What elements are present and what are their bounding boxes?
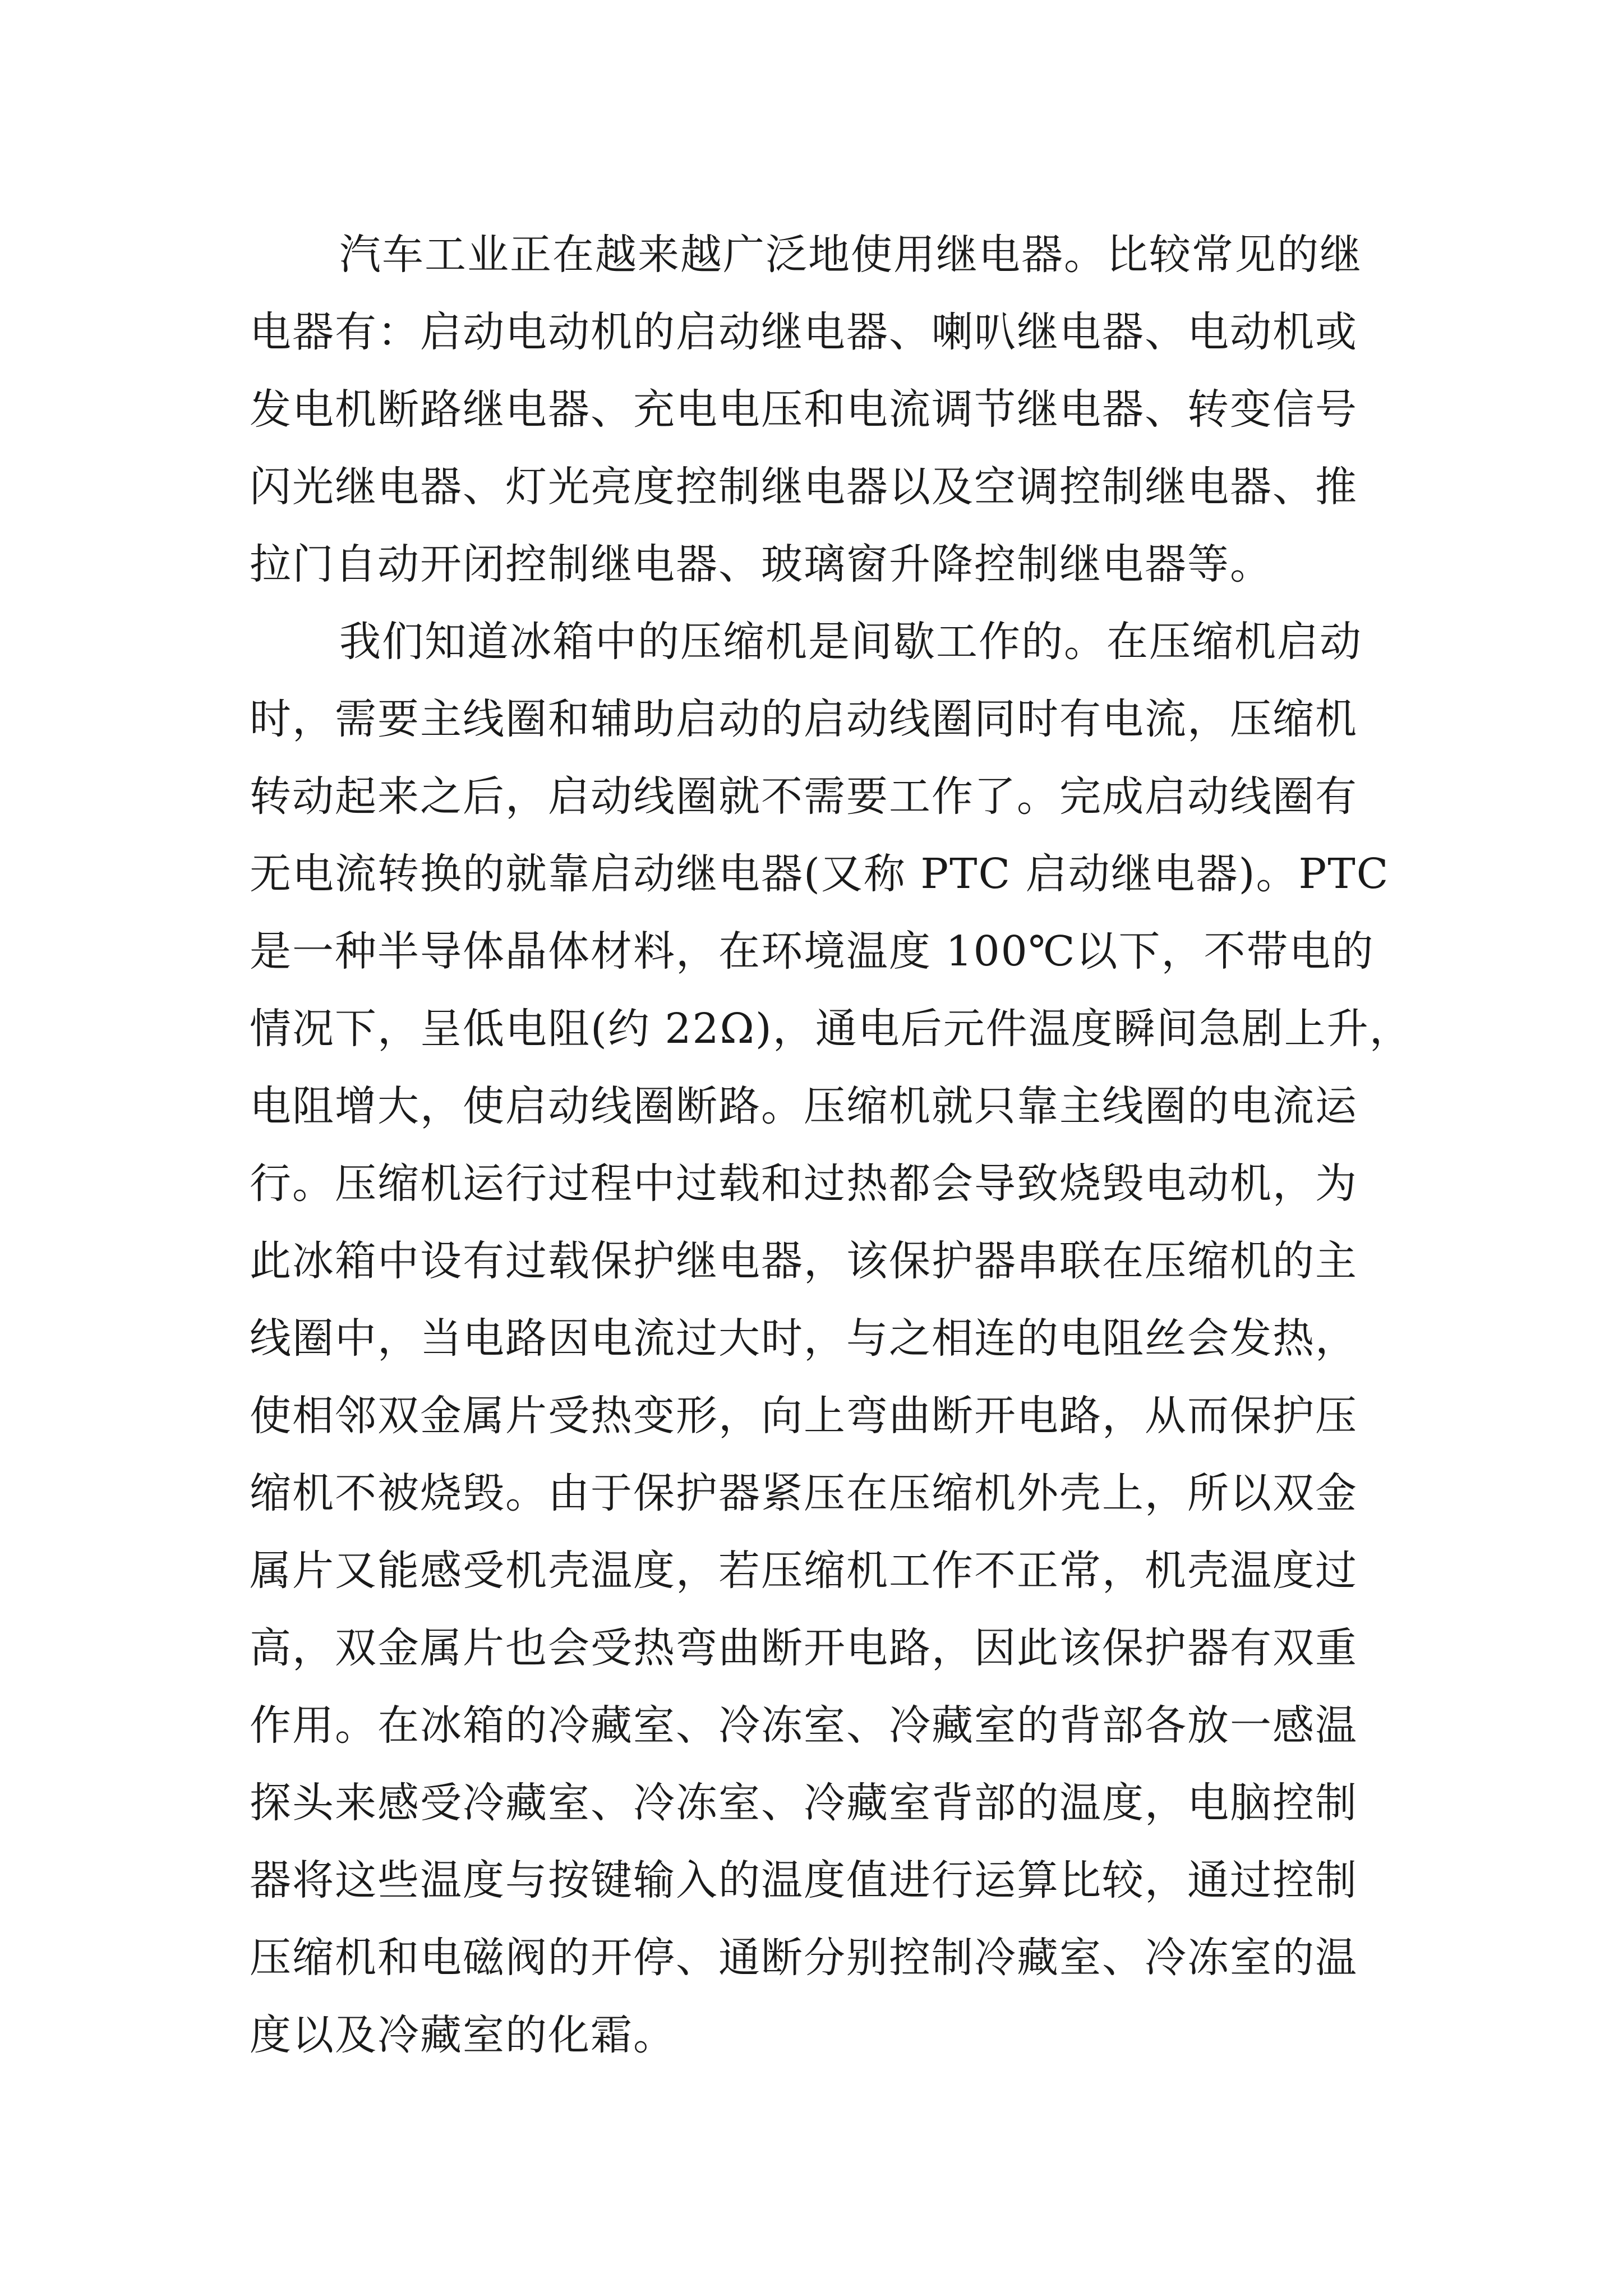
text-line: 属片又能感受机壳温度，若压缩机工作不正常，机壳温度过 bbox=[250, 1547, 1358, 1595]
text-line: 情况下，呈低电阻(约 22Ω)，通电后元件温度瞬间急剧上升， bbox=[250, 1005, 1412, 1053]
text-line: 压缩机和电磁阀的开停、通断分别控制冷藏室、冷冻室的温 bbox=[250, 1934, 1358, 1982]
text-line: 电器有：启动电动机的启动继电器、喇叭继电器、电动机或 bbox=[250, 308, 1358, 356]
text-line: 转动起来之后，启动线圈就不需要工作了。完成启动线圈有 bbox=[250, 772, 1358, 821]
text-line: 拉门自动开闭控制继电器、玻璃窗升降控制继电器等。 bbox=[250, 540, 1272, 588]
text-line: 度以及冷藏室的化霜。 bbox=[250, 2011, 676, 2059]
text-line: 发电机断路继电器、充电电压和电流调节继电器、转变信号 bbox=[250, 385, 1358, 434]
text-line: 高，双金属片也会受热弯曲断开电路，因此该保护器有双重 bbox=[250, 1624, 1358, 1672]
text-line: 探头来感受冷藏室、冷冻室、冷藏室背部的温度，电脑控制 bbox=[250, 1779, 1358, 1827]
paragraph-refrigerator-compressor bbox=[250, 603, 1412, 2074]
document-page bbox=[250, 216, 1412, 2074]
text-line: 电阻增大，使启动线圈断路。压缩机就只靠主线圈的电流运 bbox=[250, 1082, 1358, 1130]
text-line: 器将这些温度与按键输入的温度值进行运算比较，通过控制 bbox=[250, 1856, 1358, 1904]
text-line: 我们知道冰箱中的压缩机是间歇工作的。在压缩机启动 bbox=[339, 618, 1362, 666]
text-line: 汽车工业正在越来越广泛地使用继电器。比较常见的继 bbox=[339, 231, 1362, 279]
text-line: 行。压缩机运行过程中过载和过热都会导致烧毁电动机，为 bbox=[250, 1159, 1358, 1208]
paragraph-relays-automotive bbox=[250, 216, 1399, 603]
text-line: 闪光继电器、灯光亮度控制继电器以及空调控制继电器、推 bbox=[250, 463, 1358, 511]
text-line: 是一种半导体晶体材料，在环境温度 100℃以下，不带电的 bbox=[250, 927, 1375, 976]
text-line: 使相邻双金属片受热变形，向上弯曲断开电路，从而保护压 bbox=[250, 1392, 1358, 1440]
text-line: 此冰箱中设有过载保护继电器，该保护器串联在压缩机的主 bbox=[250, 1237, 1358, 1285]
text-line: 缩机不被烧毁。由于保护器紧压在压缩机外壳上，所以双金 bbox=[250, 1469, 1358, 1517]
text-line: 时，需要主线圈和辅助启动的启动线圈同时有电流，压缩机 bbox=[250, 695, 1358, 743]
text-line: 作用。在冰箱的冷藏室、冷冻室、冷藏室的背部各放一感温 bbox=[250, 1701, 1358, 1750]
text-line: 线圈中，当电路因电流过大时，与之相连的电阻丝会发热， bbox=[250, 1314, 1358, 1363]
text-line: 无电流转换的就靠启动继电器(又称 PTC 启动继电器)。PTC bbox=[250, 850, 1390, 898]
